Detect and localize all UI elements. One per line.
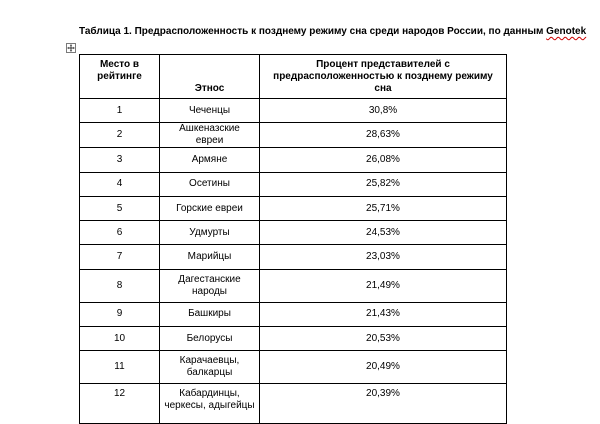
table-header-row [80,55,507,99]
rank-cell: 4 [80,172,160,196]
table-row [80,196,507,220]
percent-cell: 20,39% [260,384,507,424]
ethnos-cell: Горские евреи [160,196,260,220]
rank-cell: 9 [80,302,160,326]
ethnos-cell: Карачаевцы, балкарцы [160,351,260,384]
percent-cell: 21,43% [260,302,507,326]
rank-cell: 7 [80,245,160,269]
rank-cell: 6 [80,221,160,245]
ethnos-cell: Удмурты [160,221,260,245]
table-row [80,327,507,351]
table-row [80,351,507,384]
rank-cell: 5 [80,196,160,220]
header-percent: Процент представителей с предрасположенностью к позднему режиму сна [260,55,507,99]
table-row [80,384,507,424]
table-row [80,269,507,302]
rank-cell: 10 [80,327,160,351]
rank-cell: 2 [80,123,160,148]
ethnos-cell: Осетины [160,172,260,196]
percent-cell: 26,08% [260,148,507,172]
percent-cell: 30,8% [260,99,507,123]
ethnos-cell: Армяне [160,148,260,172]
move-arrows-icon [67,44,75,52]
percent-cell: 24,53% [260,221,507,245]
percent-cell: 20,49% [260,351,507,384]
percent-cell: 21,49% [260,269,507,302]
percent-cell: 23,03% [260,245,507,269]
table-row [80,99,507,123]
ethnos-cell: Башкиры [160,302,260,326]
table-row [80,148,507,172]
table-caption-brand: Genotek [546,26,587,37]
table-row [80,302,507,326]
ethnos-cell: Кабардинцы, черкесы, адыгейцы [160,384,260,424]
ethnos-cell: Чеченцы [160,99,260,123]
ethnos-sleep-table [79,54,507,424]
rank-cell: 11 [80,351,160,384]
table-row [80,245,507,269]
header-ethnos: Этнос [160,55,260,99]
table-row [80,221,507,245]
percent-cell: 28,63% [260,123,507,148]
rank-cell: 8 [80,269,160,302]
table-row [80,172,507,196]
rank-cell: 3 [80,148,160,172]
ethnos-cell: Дагестанские народы [160,269,260,302]
table-caption-text: Таблица 1. Предрасположенность к позднему режиму сна среди народов России, по данным [79,26,547,37]
header-rank: Место в рейтинге [80,55,160,99]
ethnos-cell: Ашкеназские евреи [160,123,260,148]
ethnos-cell: Белорусы [160,327,260,351]
table-move-handle-icon[interactable] [66,43,76,53]
percent-cell: 25,71% [260,196,507,220]
percent-cell: 20,53% [260,327,507,351]
rank-cell: 12 [80,384,160,424]
rank-cell: 1 [80,99,160,123]
ethnos-cell: Марийцы [160,245,260,269]
table-caption [79,26,594,38]
table-row [80,123,507,148]
percent-cell: 25,82% [260,172,507,196]
